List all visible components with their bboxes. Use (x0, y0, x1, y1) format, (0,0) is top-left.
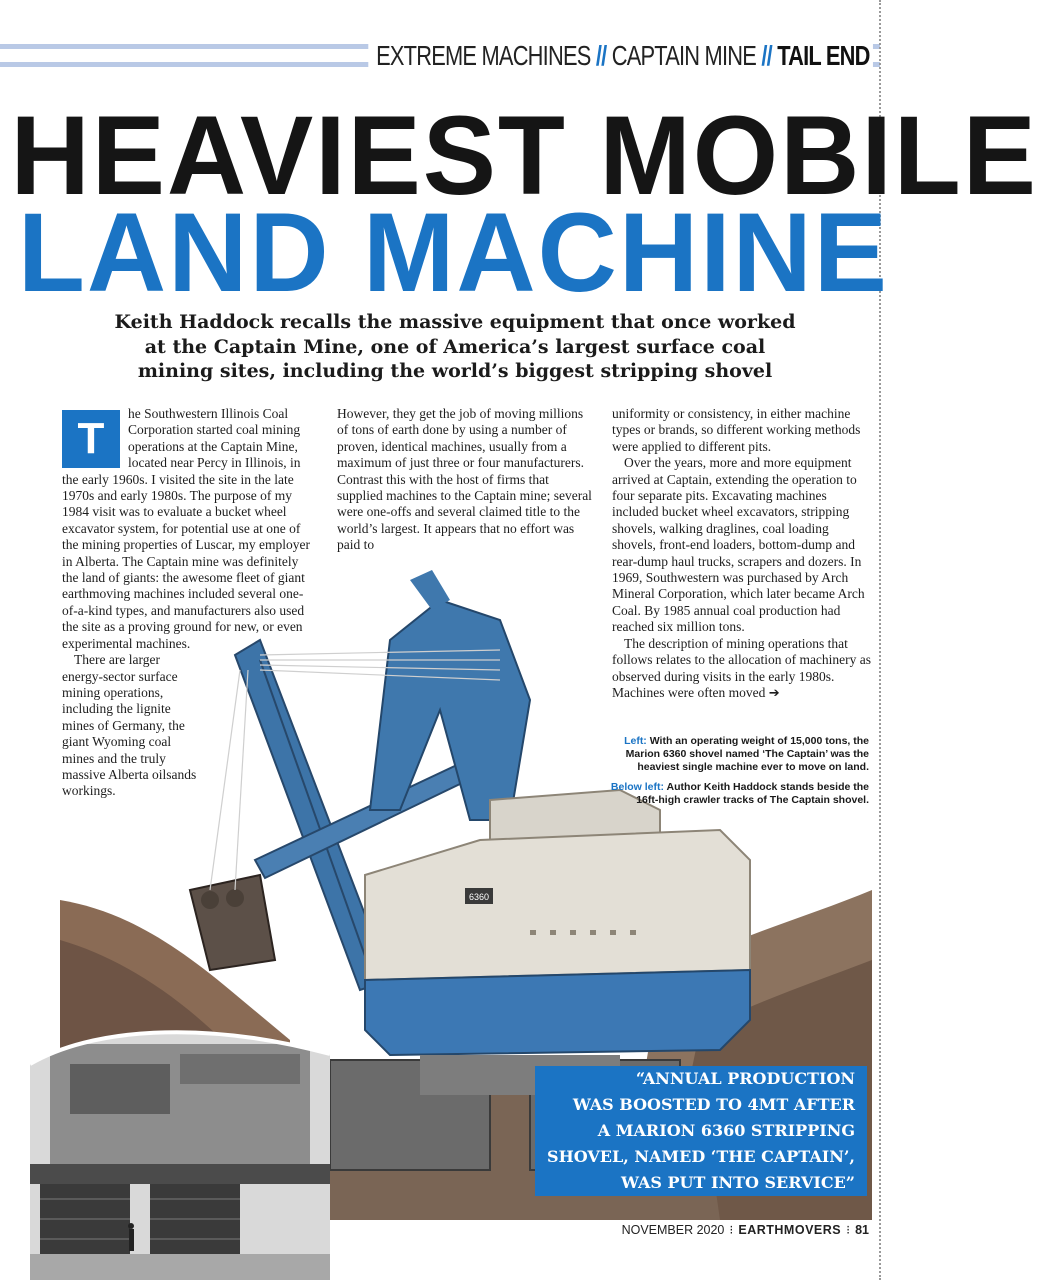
body-paragraph: he Southwestern Illinois Coal Corporation started coal mining operations at the Captain Mine, located near Percy in Illinois, in the early 1960s. I visited the site in the late 1970s and early 1980s. The purpose of my 1984 visit was to evaluate a bucket wheel excavator system, for potential use at one of the mining properties of Luscar, my employer in Alberta. The Captain mine was definitely the land of giants: the awesome fleet of giant earthmoving machines included several one-of-a-kind types, and manufacturers also used the site as a proving ground for new, or even experimental machines. (62, 406, 311, 651)
machine-number-text: 6360 (468, 892, 490, 902)
caption-below-left (609, 781, 869, 807)
pull-quote-line: A MARION 6360 STRIPPING (592, 1118, 861, 1144)
body-paragraph: However, they get the job of moving millions of tons of earth done by using a number of proven, identical machines, usually from a maximum of just three or four manufacturers. Contrast this with the host of firms that supplied machines to the Captain mine; several were one-offs and several claimed title to the world’s largest. It appears that no effort was paid to (337, 406, 592, 553)
section-header (369, 38, 873, 74)
header-section-1: EXTREME MACHINES (376, 40, 591, 71)
caption-text: Author Keith Haddock stands beside the 16ft-high crawler tracks of The Captain shovel. (636, 781, 869, 806)
caption-label: Below left: (610, 781, 665, 793)
headline-line-2: LAND MACHINE (17, 190, 890, 315)
pull-quote-line: SHOVEL, NAMED ‘THE CAPTAIN’, (541, 1144, 861, 1170)
body-paragraph: The description of mining operations that follows relates to the allocation of machinery as observed during visits in the early 1980s. Machines were often moved (612, 635, 872, 700)
page-number: 81 (855, 1223, 869, 1237)
header-slash-2: // (761, 40, 773, 71)
continue-arrow-icon: ➔ (768, 685, 780, 701)
page-footer: NOVEMBER 2020 ⁝ EARTHMOVERS ⁝ 81 (621, 1223, 869, 1237)
body-paragraph: There are larger energy-sector surface mining operations, including the lignite mines of Germany, the giant Wyoming coal mines and the truly massive Alberta oilsands workings. (62, 652, 197, 799)
body-column-2 (337, 406, 593, 554)
standfirst: Keith Haddock recalls the massive equipment that once worked at the Captain Mine, one of America’s largest surface coal mining sites, including the world’s biggest stripping shovel (114, 311, 796, 382)
headline-line-1: HEAVIEST MOBILE (10, 93, 1038, 218)
crawler-inset-photo (30, 1024, 330, 1280)
issue-date: NOVEMBER 2020 (621, 1223, 725, 1237)
body-paragraph: Over the years, more and more equipment arrived at Captain, extending the operation to four separate pits. Excavating machines included bucket wheel excavators, stripping shovels, walking draglines, coal loading shovels, front-end loaders, bottom-dump and rear-dump haul trucks, scrapers and dozers. In 1969, Southwestern was purchased by Arch Mineral Corporation, which later became Arch Coal. By 1985 annual coal production had reached six million tons. (612, 455, 865, 635)
body-paragraph: uniformity or consistency, in either machine types or brands, so different working methods were applied to different pits. (612, 406, 861, 454)
caption-label: Left: (624, 735, 647, 747)
pull-quote-line: “ANNUAL PRODUCTION (630, 1066, 861, 1092)
magazine-name: EARTHMOVERS (738, 1223, 842, 1237)
pull-quote-line: WAS BOOSTED TO 4MT AFTER (567, 1092, 861, 1118)
pull-quote-line: WAS PUT INTO SERVICE” (615, 1170, 861, 1196)
header-section-3: TAIL END (777, 40, 870, 71)
drop-cap: T (62, 410, 120, 468)
pull-quote (535, 1066, 867, 1196)
header-section-2: CAPTAIN MINE (611, 40, 757, 71)
caption-text: With an operating weight of 15,000 tons, the Marion 6360 shovel named ‘The Captain’ was the heaviest single machine ever to move on land. (625, 735, 869, 773)
caption-left (609, 735, 869, 774)
header-slash-1: // (596, 40, 607, 71)
